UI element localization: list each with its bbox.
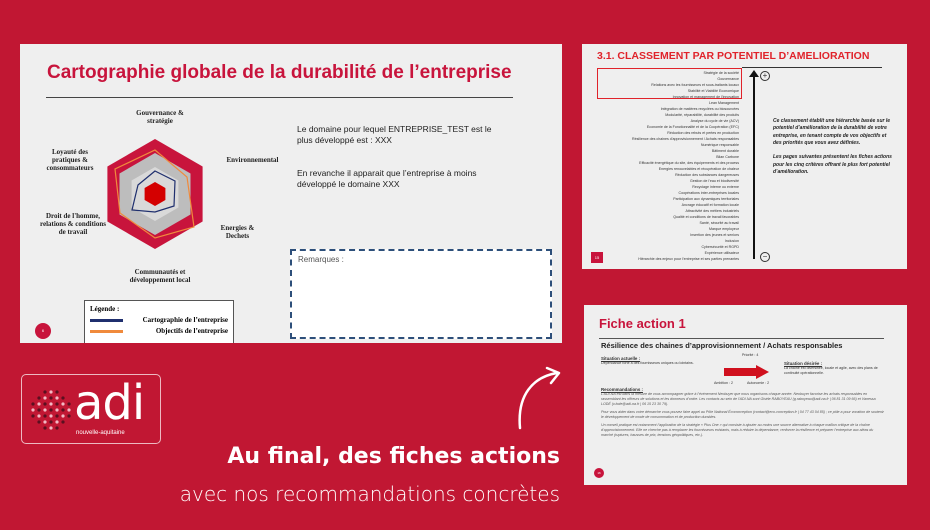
page-number: 6 [35,323,51,339]
subheadline: avec nos recommandations concrètes [179,482,560,506]
ranking-item: Relations avec les fournisseurs et sous-traitants locaux [651,83,739,87]
ranking-item: Coopérations inter-entreprises locales [678,191,739,195]
ranking-item: Stabilité et Viabilité Economique [687,89,739,93]
remarks-label: Remarques : [298,255,344,264]
logo-dot [43,402,46,405]
ranking-item: Participation aux dynamiques territoriales [673,197,739,201]
slide-title: Fiche action 1 [599,316,686,331]
reco-paragraph: Un conseil pratique est notamment l’application de la stratégie « Plus One » qui consiste à ajouter au moins une source alternative à chaque maillon critique de la chaîne d’approvisionnement. Elle ne cherche pas à remplacer les fournisseurs existants, mais à réduire la dépendance, renforcer la résilience et préparer l’entreprise aux aléas du marché (ruptures, hausses de prix, tensions géopolitiques, etc.). [601,423,874,437]
logo-dot [43,408,46,411]
logo-subtext: nouvelle-aquitaine [76,430,125,436]
legend-swatch [90,330,123,333]
statement-least-developed: En revanche il apparait que l’entreprise à moins développé le domaine XXX [297,168,477,189]
slide-classement [582,44,907,269]
ranking-item: Energies renouvelables et récupération de chaleur [658,167,739,171]
ranking-list [632,70,739,262]
ranking-item: Gestion de l'eau et biodiversité [689,179,739,183]
autonomy: Autonomie : 2 [747,381,770,385]
description-text: Les pages suivantes présentent les fiches actions pour les cinq critères offrant le plus fort potentiel d’amélioration. [773,154,892,176]
ranking-item: Intégration de matières recyclées ou biosourcées [660,107,739,111]
red-arrow-icon [724,365,769,379]
logo-dot [43,390,46,393]
ranking-item: Bâtiment durable [711,149,739,153]
axis-label: Energies & Dechets [220,224,255,240]
reco-paragraph: L’ADI-NA est dans la mesure de vous accompagner grâce à l’événement Neobuyer que nous organisons chaque année. Neobuyer favorise les achats responsables en rassemblant les offreurs de solutions et les donneurs d’ordre. Les contacts au sein de l’ADI-NA sont Gisèle RABOYEAU (g.raboyeau@adi-na.fr | 06 81 31 09 66) et Vanessa LODÉ (v.lode@adi-na.fr | 06 15 23 30 79). [601,392,876,406]
ranking-item: Analyse du cycle de vie (ACV) [690,119,739,123]
ranking-item: Economie de la Fonctionnalité et de la Coopération (EFC) [646,125,739,129]
logo-dot [43,414,46,417]
headline: Au final, des fiches actions [227,444,560,469]
logo-dot [43,426,46,429]
priority: Priorité : 4 [742,353,759,357]
logo-dot [55,402,58,405]
current-situation [601,356,701,366]
logo-dot [49,402,52,405]
ranking-item: Insertion des jeunes et seniors [690,233,739,237]
desired-situation [784,361,894,376]
page-number: 16 [594,468,604,478]
adi-logo [21,374,161,444]
remarks-box [290,249,552,339]
logo-text: adi [74,375,145,431]
ranking-item: Hiérarchie des enjeux pour l'entreprise et ses parties prenantes [638,257,739,261]
desired-label: Situation désirée : [784,361,823,366]
ranking-item: Bilan Carbone [716,155,739,159]
axis-label: Environnemental [226,156,279,164]
ranking-description [773,118,893,176]
ranking-item: Santé, sécurité au travail [699,221,739,225]
ranking-item: Modularité, réparabilité, durabilité des produits [665,113,739,117]
reco-paragraph: Pour vous aider dans votre démarche vous pouvez faire appel au Pôle National Écoconception (contact@eco-conception.fr | 04 77 43 04 85) ; ce pôle a pour vocation de soutenir le développement de mode de consommation et de production durables. [601,410,884,419]
ranking-item: Gouvernance [717,77,739,81]
legend [84,300,234,343]
ranking-item: Résilience des chaines d'approvisionnement / Achats responsables [632,137,739,141]
logo-dot [61,408,64,411]
logo-dot [37,414,40,417]
fiche-subtitle: Résilience des chaines d’approvisionnement / Achats responsables [601,341,843,350]
logo-dot [61,420,64,423]
ranking-item: Ancrage éducatif et formation locale [681,203,739,207]
statement-most-developed: Le domaine pour lequel ENTREPRISE_TEST est le plus développé est : XXX [297,124,492,145]
logo-dot [49,408,52,411]
axis-label: Communautés et développement local [129,268,191,284]
logo-dot [55,390,58,393]
ranking-item: Recyclage interne ou externe [692,185,739,189]
axis-label: Loyauté des pratiques & consommateurs [46,148,94,172]
logo-dot [67,408,70,411]
ranking-item: Cybersécurité et RGPD [701,245,739,249]
logo-dot [55,396,58,399]
legend-item [90,316,228,324]
current-text: Dépendance forte à des fournisseurs uniques ou lointains. [601,361,694,365]
slide-title: Cartographie globale de la durabilité de l’entreprise [47,62,512,83]
ranking-item: Marque employeur [709,227,739,231]
logo-dot [49,396,52,399]
divider [46,97,513,98]
ranking-item: Attractivité des métiers industriels [685,209,739,213]
ambition: Ambition : 2 [714,381,733,385]
logo-dot [43,396,46,399]
ranking-axis [753,74,755,259]
ranking-item: Réduction des substances dangereuses [675,173,739,177]
logo-dot [31,414,34,417]
logo-dot [37,396,40,399]
logo-dot [61,396,64,399]
desired-text: La chaîne est diversifiée, locale et agile, avec des plans de continuité opérationnelle. [784,366,878,375]
legend-label: Cartographie de l’entreprise [142,316,228,324]
ranking-item: Efficacité énergétique du site, des équipements et des process [639,161,739,165]
curved-arrow-icon [505,365,565,435]
logo-dot [61,414,64,417]
logo-dot [55,420,58,423]
description-text: Ce classement établit une hiérarchie basée sur le potentiel d’amélioration de la durabilité de votre entreprise, en tenant compte de vos objectifs et des priorités que vous avez définies. [773,118,890,146]
divider [742,67,882,68]
slide-cartographie [20,44,562,343]
plus-icon: + [760,71,770,81]
slide-title: 3.1. CLASSEMENT PAR POTENTIEL D’AMELIORATION [597,50,870,62]
logo-dot [37,420,40,423]
legend-swatch [90,319,123,322]
legend-item [90,327,228,335]
logo-dot [49,420,52,423]
logo-dot [43,420,46,423]
logo-dot [55,414,58,417]
logo-dot [37,408,40,411]
logo-dots-icon [30,389,72,431]
radar-chart [100,136,210,252]
logo-dot [55,426,58,429]
logo-dot [49,390,52,393]
legend-title: Légende : [90,305,120,313]
logo-dot [37,402,40,405]
logo-dot [67,414,70,417]
ranking-item: Réduction des rebuts et pertes en production [667,131,739,135]
axis-label: Gouvernance & stratégie [136,109,184,125]
logo-dot [49,426,52,429]
recommendations [601,387,886,441]
slide-fiche-action [584,305,907,485]
ranking-item: Expérience utilisateur [704,251,739,255]
legend-label: Objectifs de l’entreprise [155,327,228,335]
ranking-item: Qualité et conditions de travail favorables [673,215,739,219]
logo-dot [61,402,64,405]
minus-icon: − [760,252,770,262]
current-label: Situation actuelle : [601,356,641,361]
logo-dot [31,402,34,405]
page-number: 15 [591,252,603,263]
ranking-item: Innovation et management de l'innovation [672,95,739,99]
logo-dot [31,408,34,411]
ranking-item: Numérique responsable [700,143,739,147]
reco-label: Recommandations : [601,387,643,392]
logo-dot [67,402,70,405]
ranking-item: Lean Management [709,101,739,105]
ranking-item: Stratégie de la société [703,71,739,75]
axis-label: Droit de l'homme, relations & conditions de travail [40,212,106,236]
logo-dot [49,414,52,417]
logo-dot [55,408,58,411]
divider [599,338,884,339]
ranking-item: Inclusion [724,239,739,243]
